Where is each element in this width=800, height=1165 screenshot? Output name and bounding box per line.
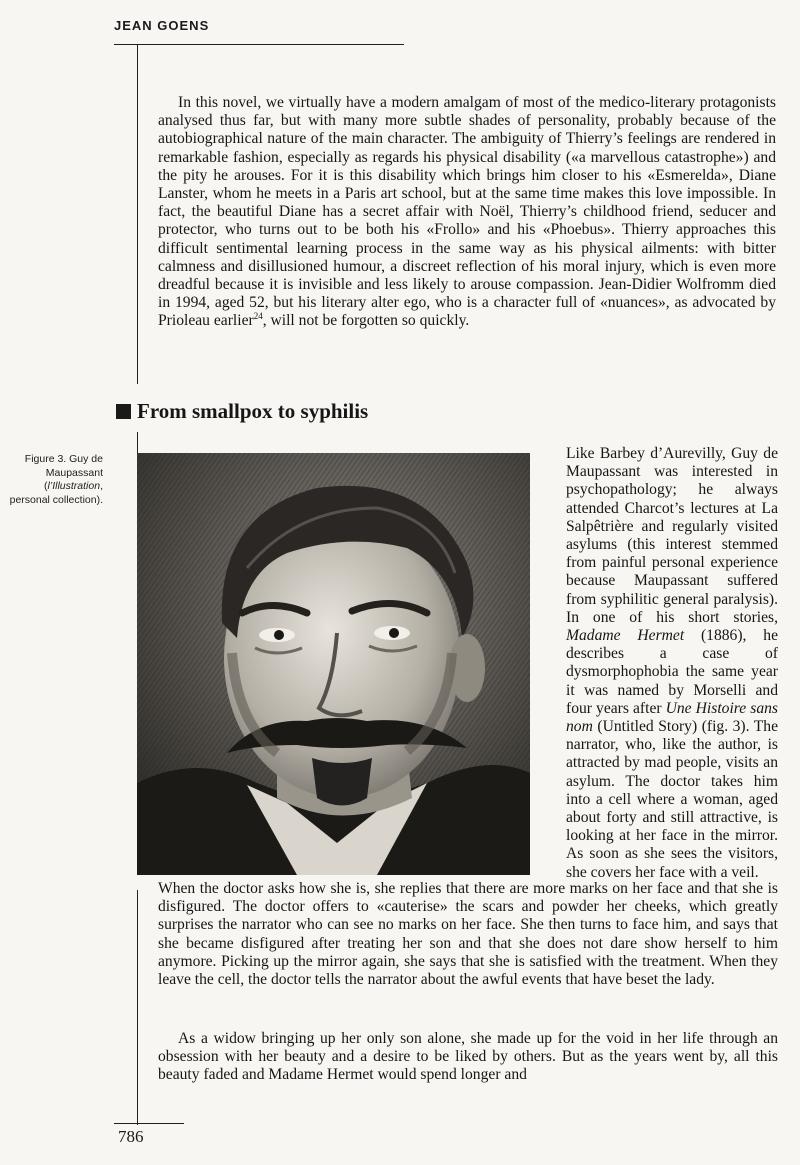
figure-caption-tail: , personal collection).	[9, 480, 103, 506]
paragraph-intro-end: , will not be forgotten so quickly.	[262, 312, 470, 330]
margin-rule-bottom	[137, 890, 138, 1125]
footnote-ref: 24	[253, 311, 263, 322]
heading-square-icon	[116, 404, 131, 419]
portrait-figure	[137, 453, 530, 875]
section-heading-text: From smallpox to syphilis	[137, 399, 369, 423]
figure-caption-lead: Figure 3. Guy de Maupassant (	[24, 453, 103, 492]
paragraph-widow: As a widow bringing up her only son alone, she made up for the void in her life through an obsession with her beauty and a desire to be liked by others. But as the years went by, all this beauty faded and Madame Hermet would spend longer and	[158, 1030, 778, 1084]
page-number: 786	[118, 1127, 144, 1146]
paragraph-intro	[158, 94, 776, 331]
margin-rule-top	[137, 44, 138, 384]
para2-col-part1: Like Barbey d’Aurevilly, Guy de Maupassant was interested in psychopathology; he always attended Charcot’s lectures at La Salpêtrière and regularly visited asylums (this interest stemmed from painful personal experience because Maupassant suffered from syphilitic general paralysis). In one of his short stories,	[566, 445, 778, 626]
margin-rule-mid	[137, 432, 138, 454]
para2-col-part3: (Untitled Story) (fig. 3). The narrator, who, like the author, is attracted by mad people, visits an asylum. The doctor takes him into a cell where a woman, aged about forty and still attractive, is looking at her face in the mirror. As soon as she sees the visitors, she covers her face with a veil.	[566, 718, 778, 881]
paragraph-intro-text: In this novel, we virtually have a modern amalgam of most of the medico-literary protagonists analysed thus far, but with many more subtle shades of personality, probably because of the autobiographical nature of the main character. The ambiguity of Thierry’s feelings are rendered in remarkable fashion, especially as regards his physical disability («a marvellous catastrophe») and the pity he arouses. For it is this disability which brings him closer to his «Esmerelda», Diane Lanster, whom he meets in a Paris art school, but at the same time makes this love impossible. In fact, the beautiful Diane has a secret affair with Noël, Thierry’s childhood friend, seducer and protector, who turns out to be both his «Frollo» and his «Phoebus». Thierry approaches this difficult sentimental learning process in the same way as his physical ailments: with bitter calmness and disillusioned humour, a discreet reflection of his moral injury, which is even more dreadful because it is invisible and less likely to arouse compassion. Jean-Didier Wolfromm died in 1994, aged 52, but his literary alter ego, who is a character full of «nuances», as advocated by Prioleau earlier	[158, 94, 776, 330]
paragraph-maupassant-column	[566, 445, 778, 882]
header-rule	[114, 44, 404, 45]
figure-caption-source: l’Illustration	[47, 480, 101, 492]
section-heading	[116, 399, 368, 424]
figure-caption	[8, 453, 103, 507]
para2-col-part2: (1886), he describes a case of dysmorphophobia the same year it was named by Morselli and four years after	[566, 627, 778, 717]
para2-title-madame-hermet: Madame Hermet	[566, 627, 685, 645]
paragraph-maupassant-continued: When the doctor asks how she is, she replies that there are more marks on her face and that she is disfigured. The doctor offers to «cauterise» the scars and powder her cheeks, which greatly surprises the narrator who can see no marks on her face. She then turns to face him, and says that she became disfigured after treating her son and that she does not dare show herself to him anymore. Picking up the mirror again, she says that she is satisfied with the treatment. When they leave the cell, the doctor tells the narrator about the awful events that have beset the lady.	[158, 880, 778, 989]
para2-title-une-histoire: Une Histoire sans nom	[566, 699, 778, 736]
running-header: JEAN GOENS	[114, 18, 210, 33]
portrait-engraving	[137, 453, 530, 875]
footer-rule	[114, 1123, 184, 1124]
